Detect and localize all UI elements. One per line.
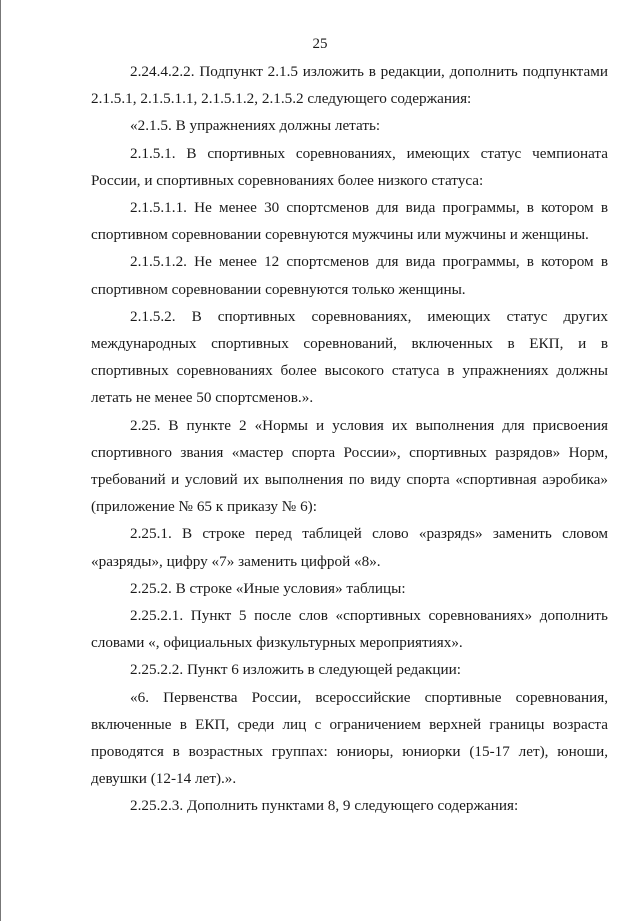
paragraph-2-25-2: 2.25.2. В строке «Иные условия» таблицы: [130, 579, 406, 597]
paragraph-2-25: 2.25. В пункте 2 «Нормы и условия их выполнения для присвоения спортивного звания «мастер спорта России», спортивных разрядов» Норм, требований и условий их выполнения по виду спорта «спортивная аэробика» (приложение № 65 к приказу № 6): [91, 416, 608, 516]
paragraph-2-1-5: «2.1.5. В упражнениях должны летать: [130, 117, 381, 135]
paragraph-2-1-5-1: 2.1.5.1. В спортивных соревнованиях, имеющих статус чемпионата России, и спортивных соревнованиях более низкого статуса: [91, 144, 608, 189]
paragraph-2-24-4-2-2: 2.24.4.2.2. Подпункт 2.1.5 изложить в редакции, дополнить подпунктами 2.1.5.1, 2.1.5.1.1, 2.1.5.1.2, 2.1.5.2 следующего содержания: [91, 63, 608, 108]
document-body [91, 58, 608, 820]
page-number: 25 [312, 36, 328, 52]
scan-edge-line [0, 0, 1, 921]
paragraph-2-1-5-2: 2.1.5.2. В спортивных соревнованиях, имеющих статус других международных спортивных соревнований, включенных в ЕКП, и в спортивных соревнованиях более высокого статуса в упражнениях должны летать не менее 50 спортсменов.». [91, 307, 608, 407]
paragraph-2-1-5-1-2: 2.1.5.1.2. Не менее 12 спортсменов для вида программы, в котором в спортивном соревновании соревнуются только женщины. [91, 253, 608, 298]
paragraph-2-25-2-1: 2.25.2.1. Пункт 5 после слов «спортивных соревнованиях» дополнить словами «, официальных физкультурных мероприятиях». [91, 607, 608, 652]
paragraph-2-1-5-1-1: 2.1.5.1.1. Не менее 30 спортсменов для вида программы, в котором в спортивном соревновании соревнуются мужчины или мужчины и женщины. [91, 199, 608, 244]
paragraph-2-25-1: 2.25.1. В строке перед таблицей слово «разрядs» заменить словом «разряды», цифру «7» заменить цифрой «8». [91, 525, 608, 570]
paragraph-2-25-2-3: 2.25.2.3. Дополнить пунктами 8, 9 следующего содержания: [130, 797, 519, 815]
paragraph-item-6: «6. Первенства России, всероссийские спортивные соревнования, включенные в ЕКП, среди лиц с ограничением верхней границы возраста проводятся в возрастных группах: юниоры, юниорки (15-17 лет), юноши, девушки (12-14 лет).». [91, 688, 608, 788]
paragraph-2-25-2-2: 2.25.2.2. Пункт 6 изложить в следующей редакции: [130, 661, 461, 679]
